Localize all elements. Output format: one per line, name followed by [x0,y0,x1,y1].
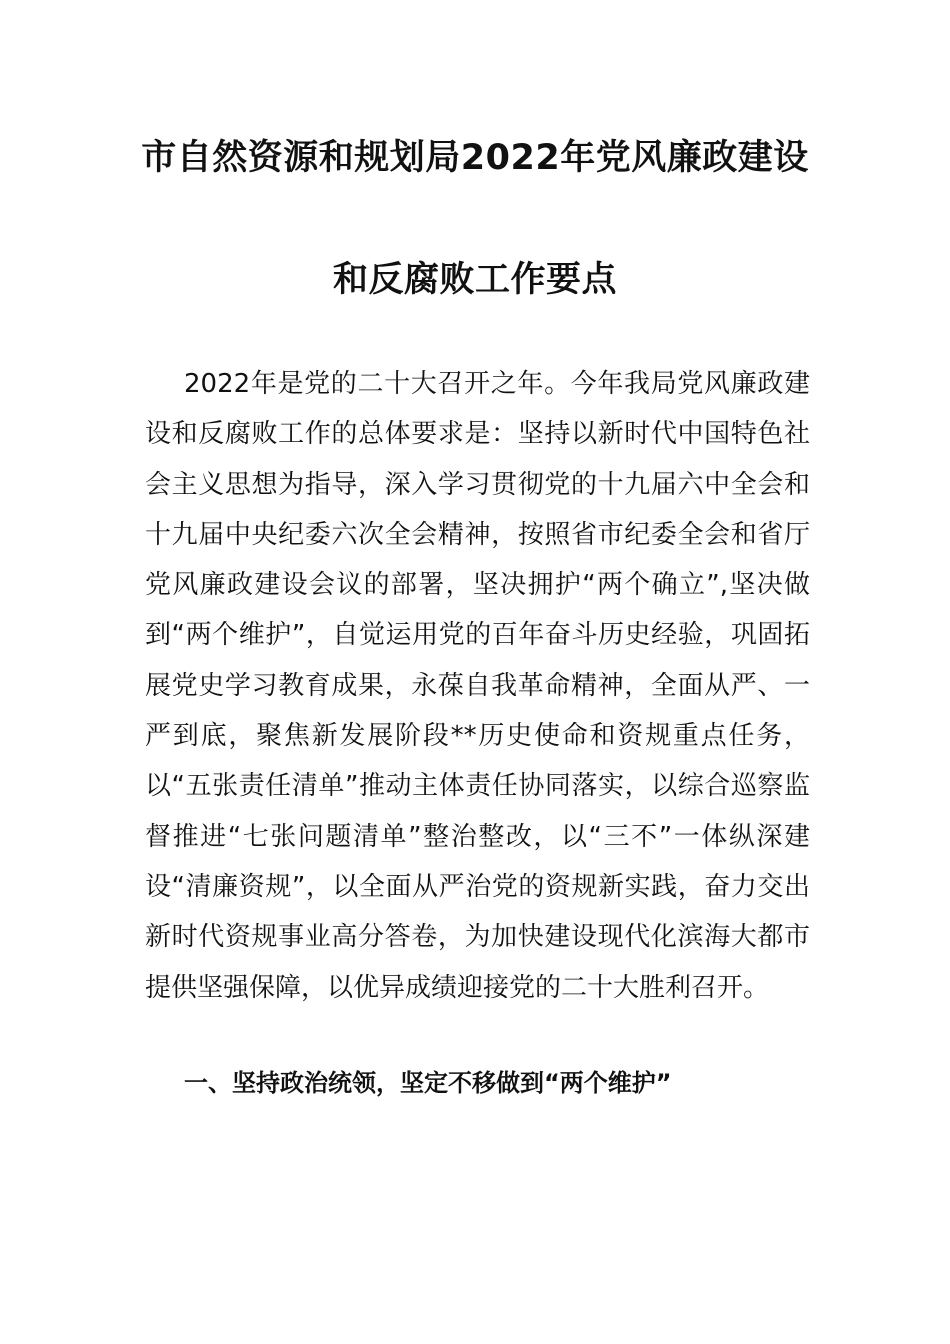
document-title-line-2: 和反腐败工作要点 [332,260,617,300]
document-title-line-1: 市自然资源和规划局2022年党风廉政建设 [141,138,809,178]
intro-paragraph: 2022年是党的二十大召开之年。今年我局党风廉政建设和反腐败工作的总体要求是：坚持以新时代中国特色社会主义思想为指导，深入学习贯彻党的十九届六中全会和十九届中央纪委六次全会精神，按照省市纪委全会和省厅党风廉政建设会议的部署，坚决拥护“两个确立”,坚决做到“两个维护”，自觉运用党的百年奋斗历史经验，巩固拓展党史学习教育成果，永葆自我革命精神，全面从严、一严到底，聚焦新发展阶段**历史使命和资规重点任务，以“五张责任清单”推动主体责任协同落实，以综合巡察监督推进“七张问题清单”整治整改，以“三不”一体纵深建设“清廉资规”，以全面从严治党的资规新实践，奋力交出新时代资规事业高分答卷，为加快建设现代化滨海大都市提供坚强保障，以优异成绩迎接党的二十大胜利召开。 [145,369,810,1003]
section-heading-1: 一、坚持政治统领，坚定不移做到“两个维护” [184,1069,672,1097]
